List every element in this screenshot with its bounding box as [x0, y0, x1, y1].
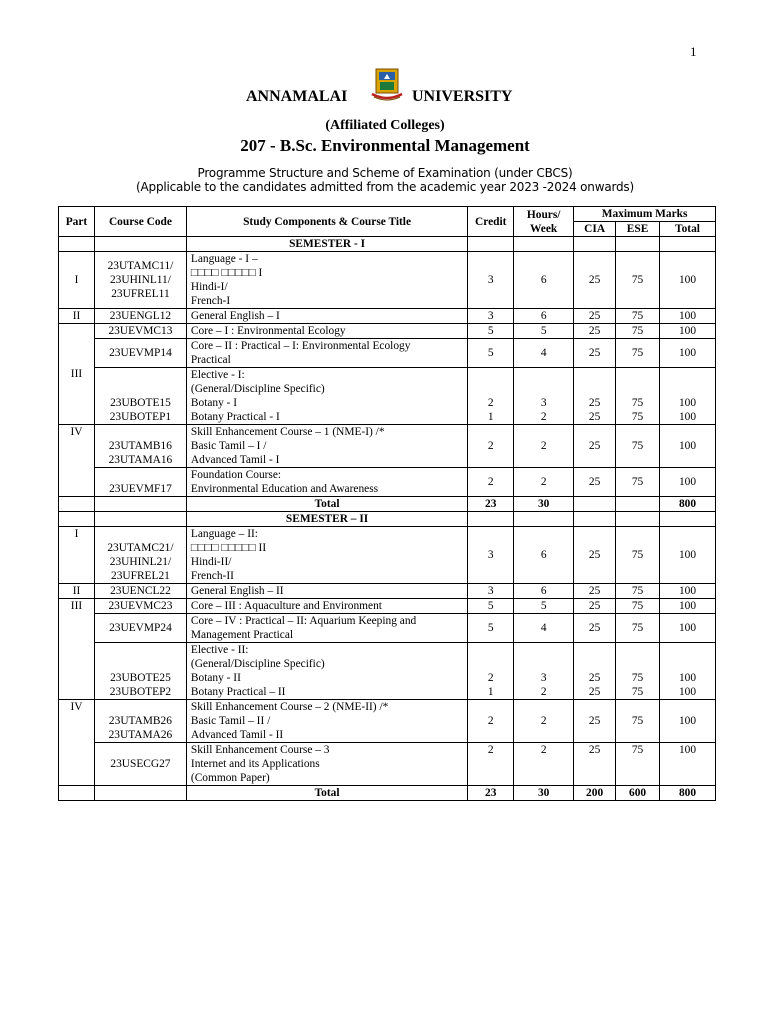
- total-marks: 800: [660, 786, 716, 801]
- total-cell: 100: [660, 614, 716, 643]
- cia-cell: 25 25: [574, 643, 616, 700]
- hours-cell: 4: [514, 614, 574, 643]
- table-row: [59, 743, 716, 786]
- total-cell: 100 100: [660, 368, 716, 425]
- total-hours: 30: [514, 786, 574, 801]
- course-code-cell: 23UEVMP14: [94, 339, 186, 368]
- total-row: [59, 786, 716, 801]
- course-code-cell: 23UEVMF17: [94, 468, 186, 497]
- table-row: [59, 614, 716, 643]
- table-row: [59, 425, 716, 468]
- credit-cell: 3: [468, 584, 514, 599]
- credit-cell: 2: [468, 700, 514, 743]
- ese-cell: 75: [616, 425, 660, 468]
- hours-cell: 2: [514, 425, 574, 468]
- course-code-cell: 23UTAMC11/ 23UHINL11/ 23UFREL11: [94, 252, 186, 309]
- course-code-cell: 23UTAMB16 23UTAMA16: [94, 425, 186, 468]
- course-title-cell: Elective - II: (General/Discipline Specific) Botany - II Botany Practical – II: [186, 643, 467, 700]
- cia-cell: 25: [574, 527, 616, 584]
- hours-cell: 2: [514, 468, 574, 497]
- total-ese: 600: [616, 786, 660, 801]
- credit-cell: 2: [468, 425, 514, 468]
- course-code-cell: 23UEVMC23: [94, 599, 186, 614]
- total-cell: 100: [660, 339, 716, 368]
- credit-cell: 3: [468, 527, 514, 584]
- course-code-cell: 23UBOTE15 23UBOTEP1: [94, 368, 186, 425]
- total-cell: 100: [660, 584, 716, 599]
- cia-cell: 25: [574, 599, 616, 614]
- course-code-cell: 23UEVMC13: [94, 324, 186, 339]
- credit-cell: 5: [468, 614, 514, 643]
- table-row: [59, 339, 716, 368]
- course-code-cell: 23UEVMP24: [94, 614, 186, 643]
- course-title-cell: Core – III : Aquaculture and Environment: [186, 599, 467, 614]
- ese-cell: 75: [616, 614, 660, 643]
- cia-cell: 25: [574, 743, 616, 786]
- credit-cell: 2 1: [468, 368, 514, 425]
- col-course-code: Course Code: [94, 207, 186, 237]
- credit-cell: 3: [468, 309, 514, 324]
- course-code-cell: 23UENGL12: [94, 309, 186, 324]
- course-code-cell: 23UENCL22: [94, 584, 186, 599]
- total-cell: 100: [660, 324, 716, 339]
- table-row: [59, 368, 716, 425]
- col-hours: Hours/ Week: [514, 207, 574, 237]
- programme-title: 207 - B.Sc. Environmental Management: [240, 136, 530, 155]
- cia-cell: 25: [574, 252, 616, 309]
- total-cell: 100: [660, 468, 716, 497]
- cia-cell: 25: [574, 584, 616, 599]
- total-cell: 100: [660, 425, 716, 468]
- total-cell: 100 100: [660, 643, 716, 700]
- part-cell: I: [59, 252, 95, 309]
- ese-cell: 75 75: [616, 368, 660, 425]
- course-code-cell: 23UBOTE25 23UBOTEP2: [94, 643, 186, 700]
- total-marks: 800: [660, 497, 716, 512]
- col-course-title: Study Components & Course Title: [186, 207, 467, 237]
- page-number: 1: [690, 44, 697, 59]
- hours-cell: 5: [514, 599, 574, 614]
- hours-cell: 6: [514, 584, 574, 599]
- credit-cell: 2: [468, 743, 514, 786]
- total-cia: 200: [574, 786, 616, 801]
- table-row: [59, 527, 716, 584]
- hours-cell: 3 2: [514, 368, 574, 425]
- cia-cell: 25: [574, 700, 616, 743]
- course-title-cell: Language - I – □□□□ □□□□□ I Hindi-I/ French-I: [186, 252, 467, 309]
- col-ese: ESE: [616, 222, 660, 237]
- hours-cell: 6: [514, 309, 574, 324]
- table-row: [59, 252, 716, 309]
- cia-cell: 25: [574, 425, 616, 468]
- hours-cell: 2: [514, 743, 574, 786]
- course-title-cell: Elective - I: (General/Discipline Specific) Botany - I Botany Practical - I: [186, 368, 467, 425]
- ese-cell: 75: [616, 527, 660, 584]
- part-cell: I: [59, 527, 95, 584]
- university-name-left: ANNAMALAI: [246, 88, 348, 105]
- part-cell: III: [59, 599, 95, 700]
- affiliated-subtitle: (Affiliated Colleges): [325, 118, 445, 133]
- hours-cell: 6: [514, 527, 574, 584]
- total-cell: 100: [660, 743, 716, 786]
- total-cell: 100: [660, 309, 716, 324]
- course-title-cell: Skill Enhancement Course – 2 (NME-II) /* Basic Tamil – II / Advanced Tamil - II: [186, 700, 467, 743]
- table-row: [59, 468, 716, 497]
- ese-cell: 75: [616, 584, 660, 599]
- cia-cell: 25: [574, 324, 616, 339]
- cia-cell: 25: [574, 614, 616, 643]
- course-title-cell: Core – IV : Practical – II: Aquarium Keeping and Management Practical: [186, 614, 467, 643]
- semester-row: [59, 237, 716, 252]
- total-credit: 23: [468, 786, 514, 801]
- credit-cell: 5: [468, 324, 514, 339]
- total-label: Total: [186, 786, 467, 801]
- ese-cell: 75: [616, 252, 660, 309]
- table-row: [59, 324, 716, 339]
- ese-cell: 75: [616, 468, 660, 497]
- credit-cell: 2: [468, 468, 514, 497]
- total-cell: 100: [660, 527, 716, 584]
- scheme-subtitle: Programme Structure and Scheme of Examination (under CBCS): [197, 166, 573, 180]
- table-row: [59, 700, 716, 743]
- col-cia: CIA: [574, 222, 616, 237]
- table-header-row: [59, 207, 716, 222]
- col-credit: Credit: [468, 207, 514, 237]
- ese-cell: 75: [616, 599, 660, 614]
- total-cell: 100: [660, 700, 716, 743]
- ese-cell: 75: [616, 339, 660, 368]
- ese-cell: 75: [616, 700, 660, 743]
- semester-label: SEMESTER - I: [186, 237, 467, 252]
- semester-label: SEMESTER – II: [186, 512, 467, 527]
- course-code-cell: 23UTAMC21/ 23UHINL21/ 23UFREL21: [94, 527, 186, 584]
- course-code-cell: 23UTAMB26 23UTAMA26: [94, 700, 186, 743]
- part-cell: II: [59, 309, 95, 324]
- ese-cell: 75 75: [616, 643, 660, 700]
- col-total: Total: [660, 222, 716, 237]
- col-part: Part: [59, 207, 95, 237]
- hours-cell: 3 2: [514, 643, 574, 700]
- cia-cell: 25: [574, 309, 616, 324]
- credit-cell: 2 1: [468, 643, 514, 700]
- course-title-cell: General English – II: [186, 584, 467, 599]
- credit-cell: 5: [468, 339, 514, 368]
- col-max-marks: Maximum Marks: [574, 207, 716, 222]
- total-cell: 100: [660, 252, 716, 309]
- hours-cell: 5: [514, 324, 574, 339]
- part-cell: III: [59, 324, 95, 425]
- course-title-cell: Core – I : Environmental Ecology: [186, 324, 467, 339]
- hours-cell: 4: [514, 339, 574, 368]
- part-cell: IV: [59, 425, 95, 497]
- total-label: Total: [186, 497, 467, 512]
- applicability-subtitle: (Applicable to the candidates admitted from the academic year 2023 -2024 onwards): [136, 180, 634, 194]
- table-row: [59, 643, 716, 700]
- ese-cell: 75: [616, 309, 660, 324]
- course-title-cell: Skill Enhancement Course – 3 Internet and its Applications (Common Paper): [186, 743, 467, 786]
- course-title-cell: Core – II : Practical – I: Environmental Ecology Practical: [186, 339, 467, 368]
- table-row: [59, 584, 716, 599]
- part-cell: IV: [59, 700, 95, 786]
- hours-cell: 2: [514, 700, 574, 743]
- university-name-right: UNIVERSITY: [412, 88, 513, 105]
- credit-cell: 3: [468, 252, 514, 309]
- total-hours: 30: [514, 497, 574, 512]
- part-cell: II: [59, 584, 95, 599]
- cia-cell: 25: [574, 339, 616, 368]
- course-title-cell: Skill Enhancement Course – 1 (NME-I) /* Basic Tamil – I / Advanced Tamil - I: [186, 425, 467, 468]
- course-code-cell: 23USECG27: [94, 743, 186, 786]
- semester-row: [59, 512, 716, 527]
- total-credit: 23: [468, 497, 514, 512]
- credit-cell: 5: [468, 599, 514, 614]
- ese-cell: 75: [616, 743, 660, 786]
- university-logo-icon: [368, 66, 406, 104]
- hours-cell: 6: [514, 252, 574, 309]
- total-row: [59, 497, 716, 512]
- total-cell: 100: [660, 599, 716, 614]
- course-title-cell: Language – II: □□□□ □□□□□ II Hindi-II/ French-II: [186, 527, 467, 584]
- ese-cell: 75: [616, 324, 660, 339]
- cia-cell: 25 25: [574, 368, 616, 425]
- course-title-cell: General English – I: [186, 309, 467, 324]
- table-row: [59, 599, 716, 614]
- course-title-cell: Foundation Course: Environmental Education and Awareness: [186, 468, 467, 497]
- cia-cell: 25: [574, 468, 616, 497]
- programme-structure-table: [58, 206, 716, 801]
- table-row: [59, 309, 716, 324]
